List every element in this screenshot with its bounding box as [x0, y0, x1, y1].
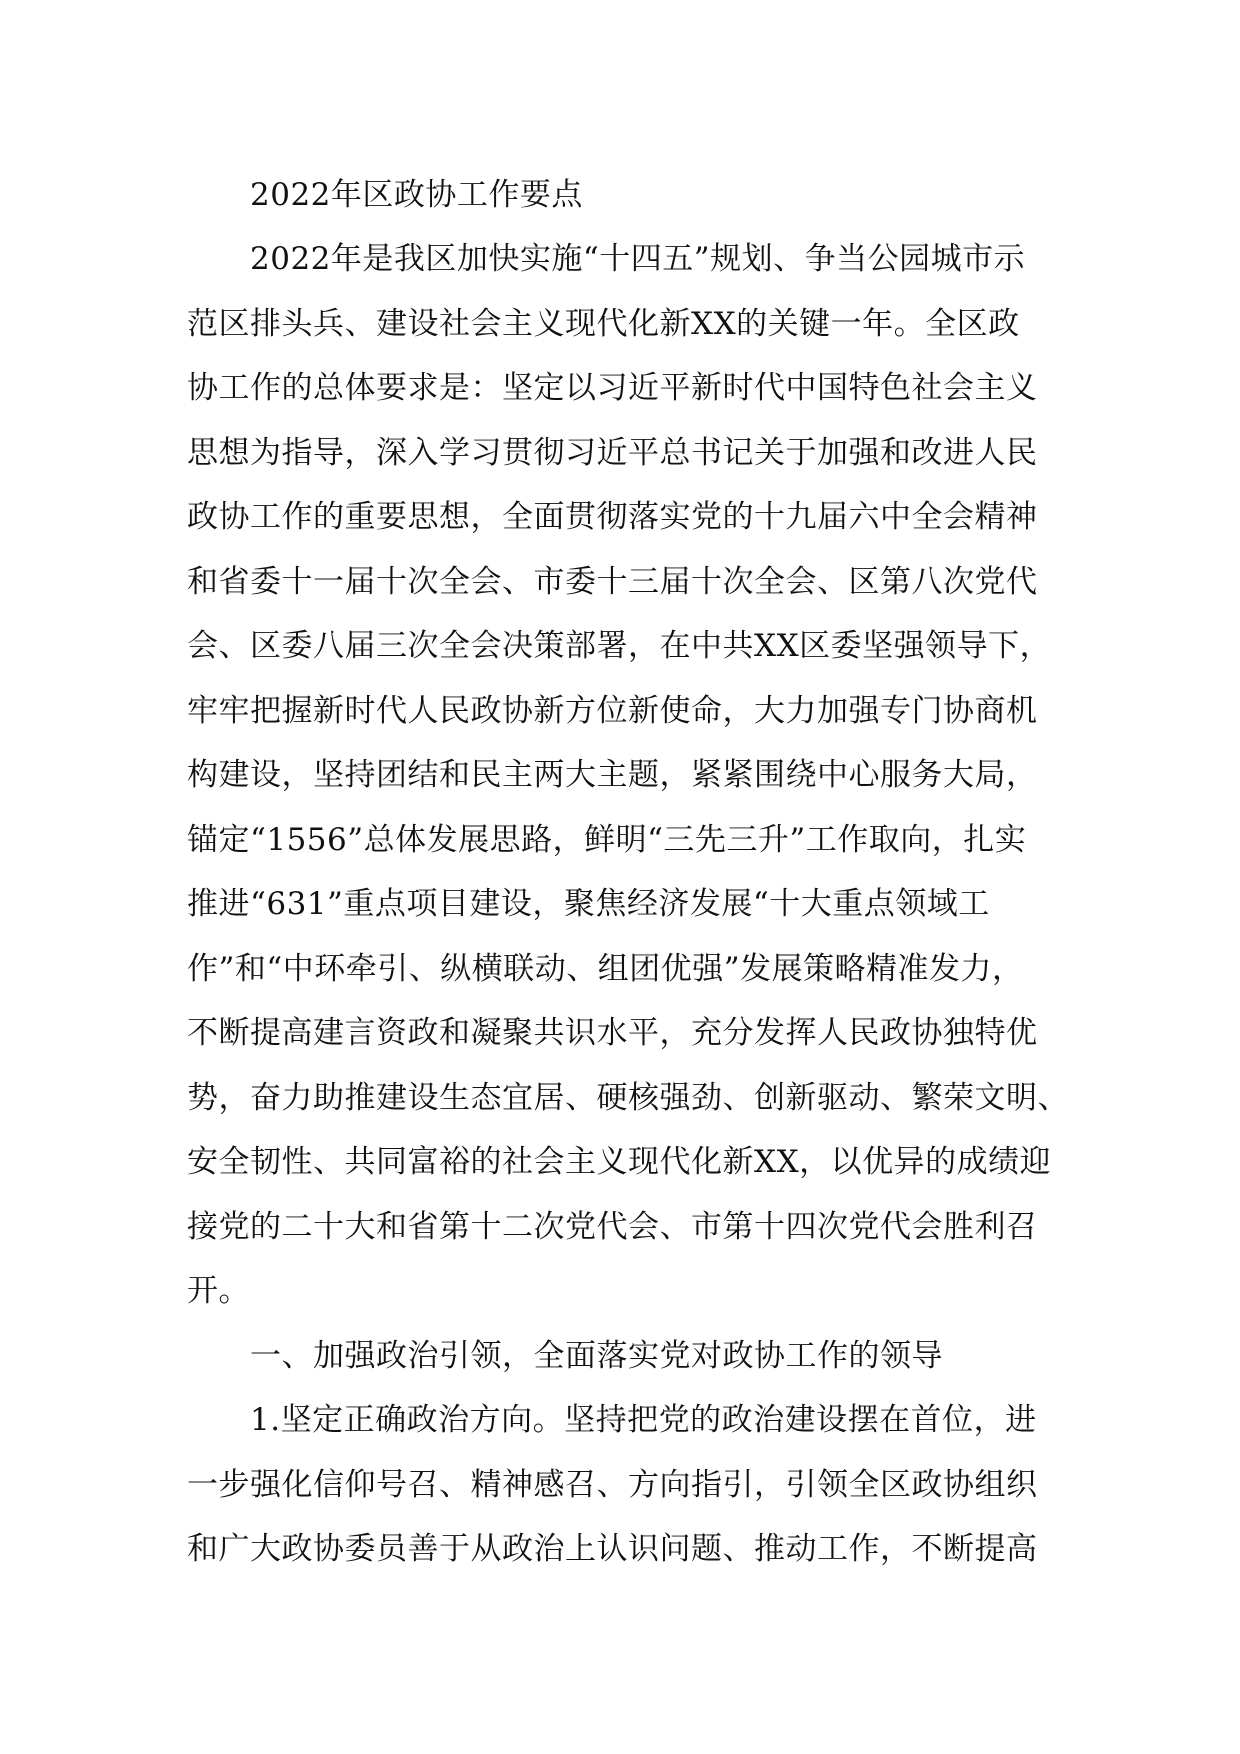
paragraph-line: 作”和“中环牵引、纵横联动、组团优强”发展策略精准发力，: [187, 951, 1024, 987]
paragraph-line: 协工作的总体要求是：坚定以习近平新时代中国特色社会主义: [187, 370, 1038, 406]
paragraph-line: 不断提高建言资政和凝聚共识水平，充分发挥人民政协独特优: [187, 1015, 1038, 1051]
paragraph-line: 牢牢把握新时代人民政协新方位新使命，大力加强专门协商机: [187, 693, 1038, 729]
paragraph-line: 会、区委八届三次全会决策部署，在中共XX区委坚强领导下，: [187, 628, 1052, 664]
paragraph-line: 势，奋力助推建设生态宜居、硬核强劲、创新驱动、繁荣文明、: [187, 1080, 1069, 1116]
paragraph-line: 政协工作的重要思想，全面贯彻落实党的十九届六中全会精神: [187, 499, 1038, 535]
paragraph-line: 开。: [187, 1273, 250, 1309]
section-heading: 一、加强政治引领，全面落实党对政协工作的领导: [250, 1338, 943, 1374]
item-line: 一步强化信仰号召、精神感召、方向指引，引领全区政协组织: [187, 1467, 1038, 1503]
item-line: 1.坚定正确政治方向。坚持把党的政治建设摆在首位，进: [250, 1402, 1037, 1438]
paragraph-line: 和省委十一届十次全会、市委十三届十次全会、区第八次党代: [187, 564, 1038, 600]
paragraph-line: 锚定“1556”总体发展思路，鲜明“三先三升”工作取向，扎实: [187, 822, 1027, 858]
paragraph-line: 思想为指导，深入学习贯彻习近平总书记关于加强和改进人民: [187, 435, 1038, 471]
paragraph-line: 构建设，坚持团结和民主两大主题，紧紧围绕中心服务大局，: [187, 757, 1038, 793]
document-title: 2022年区政协工作要点: [250, 177, 583, 213]
paragraph-line: 接党的二十大和省第十二次党代会、市第十四次党代会胜利召: [187, 1209, 1038, 1245]
paragraph-line: 安全韧性、共同富裕的社会主义现代化新XX，以优异的成绩迎: [187, 1144, 1052, 1180]
paragraph-line: 范区排头兵、建设社会主义现代化新XX的关键一年。全区政: [187, 306, 1020, 342]
paragraph-line: 推进“631”重点项目建设，聚焦经济发展“十大重点领域工: [187, 886, 990, 922]
paragraph-line: 2022年是我区加快实施“十四五”规划、争当公园城市示: [250, 241, 1026, 277]
item-line: 和广大政协委员善于从政治上认识问题、推动工作，不断提高: [187, 1531, 1038, 1567]
